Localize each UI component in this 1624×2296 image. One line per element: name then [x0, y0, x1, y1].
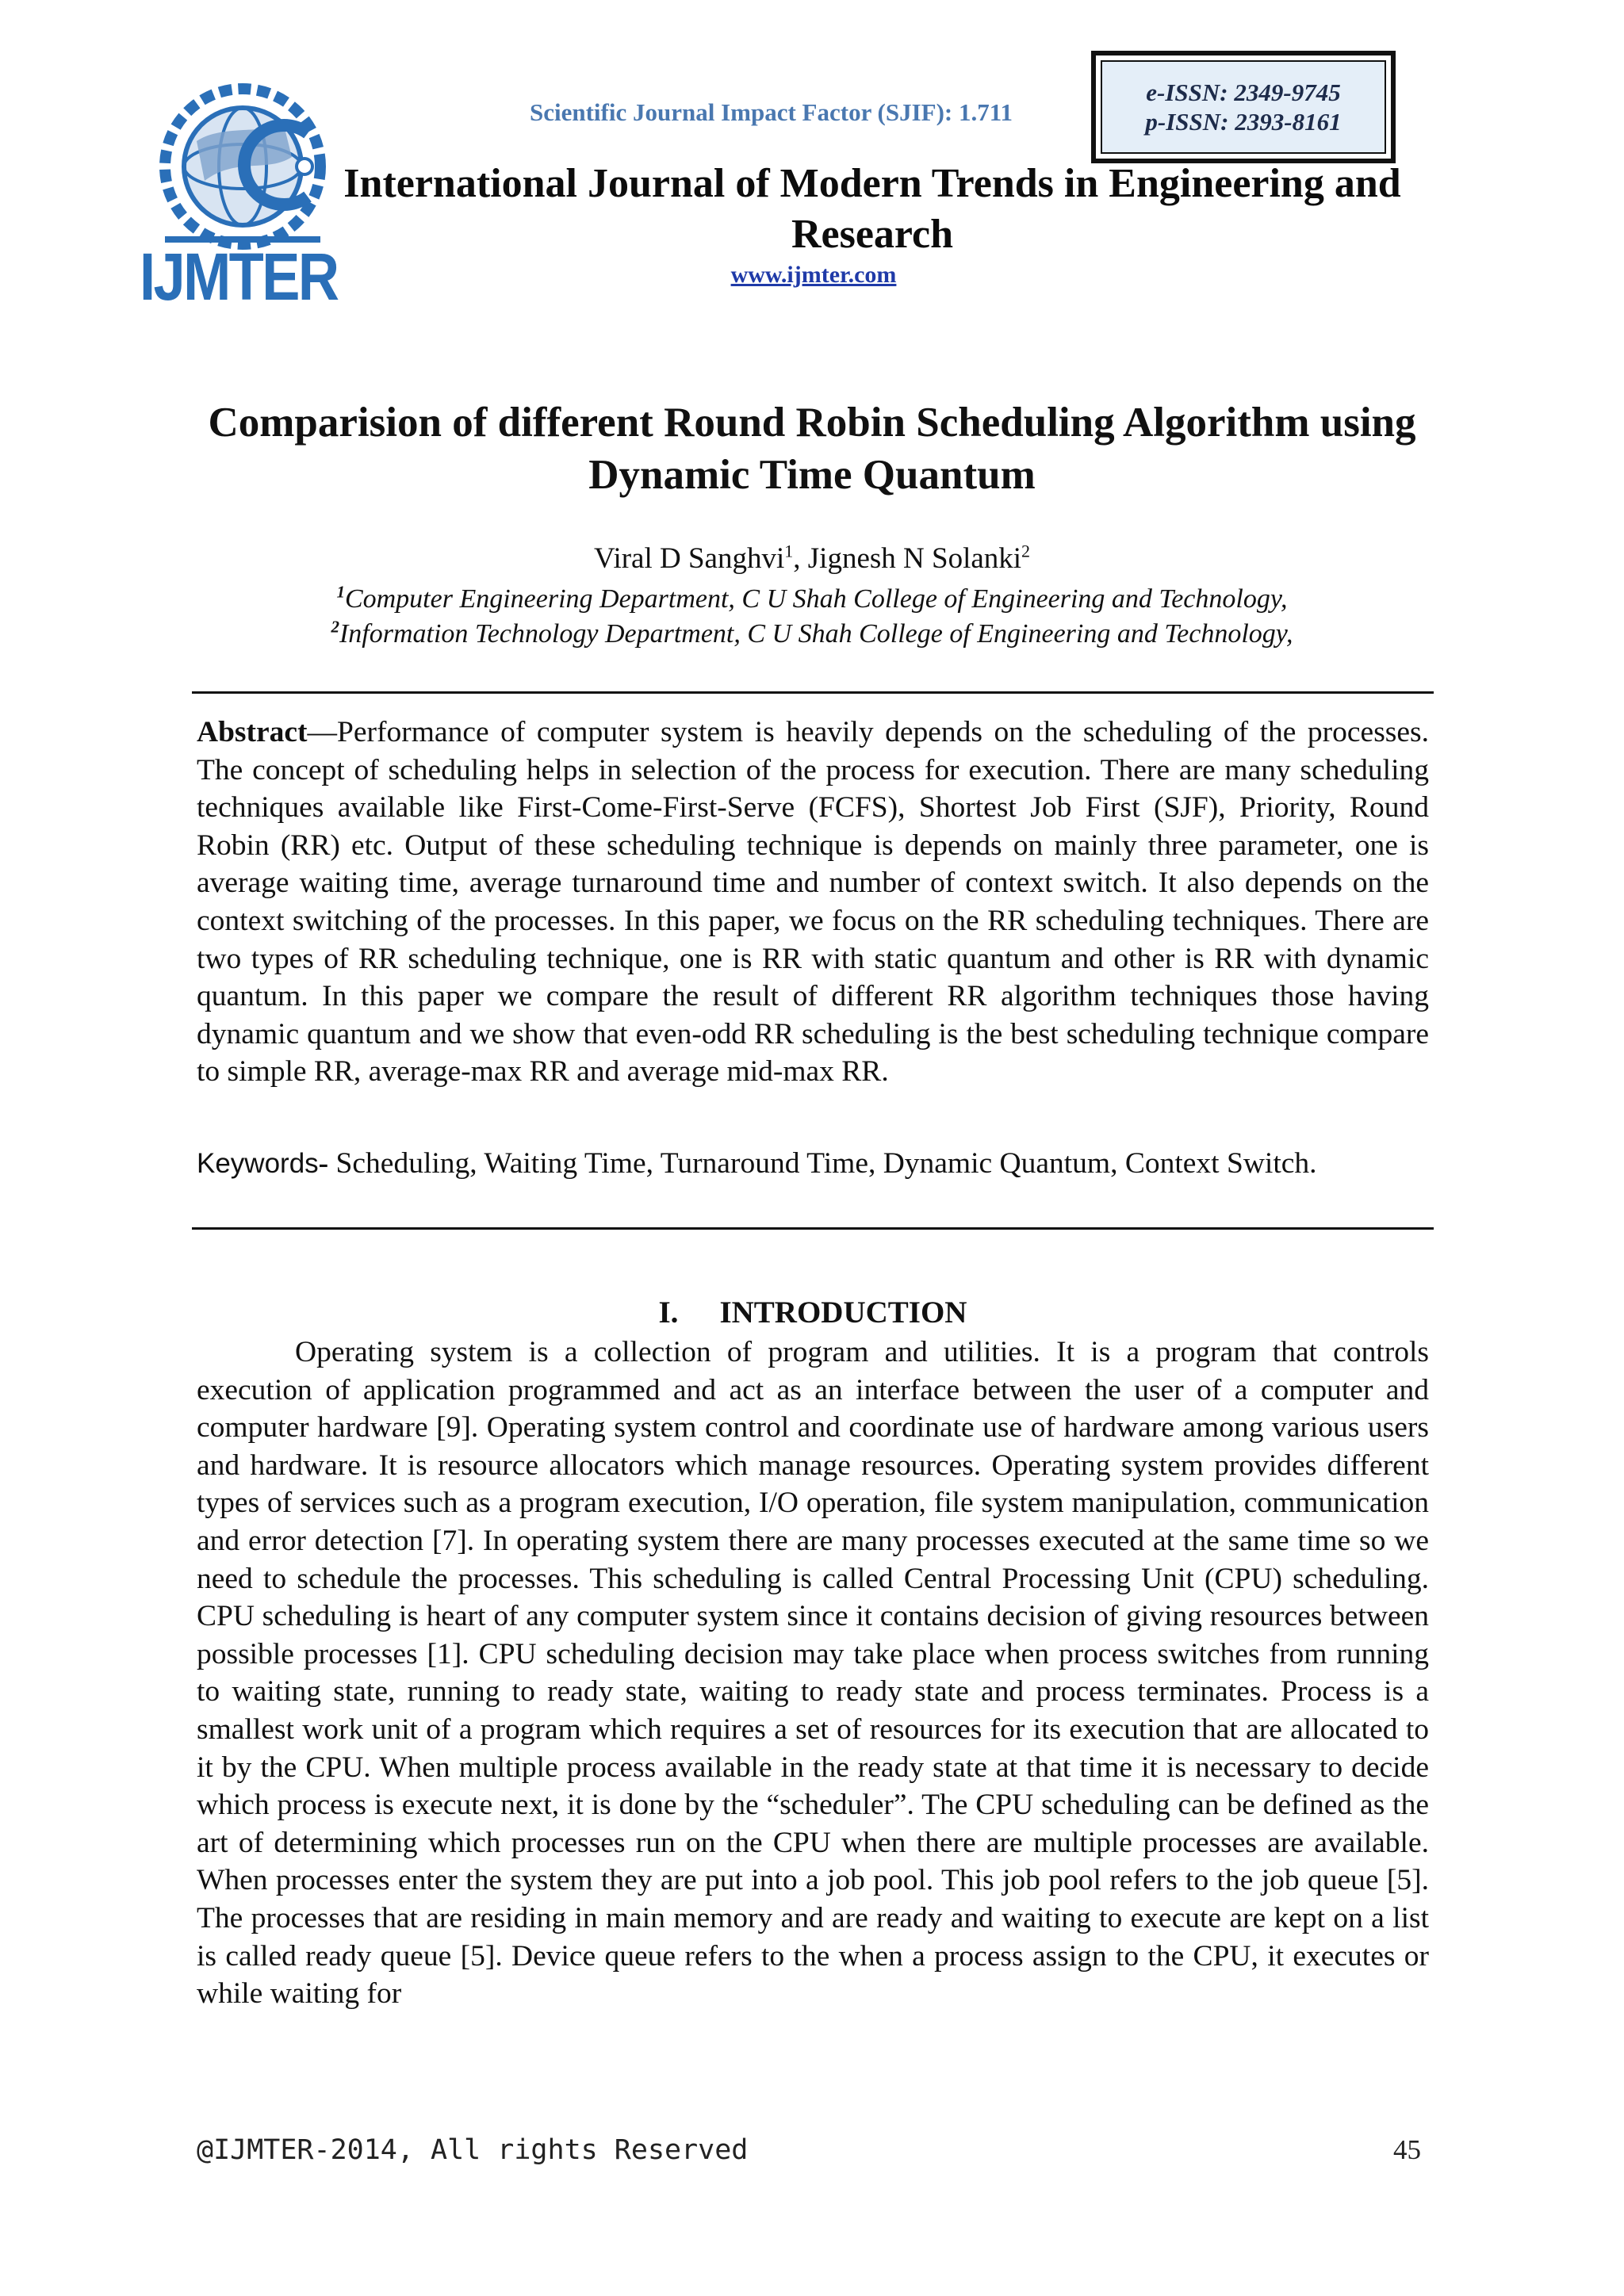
affiliation-2: [190, 617, 1434, 652]
footer-copyright: @IJMTER-2014, All rights Reserved: [197, 2134, 749, 2166]
author-line: [190, 541, 1434, 577]
abstract-text: —Performance of computer system is heavily depends on the scheduling of the processes. The concept of scheduling helps in selection of the process for execution. There are many scheduling techniques available like First-Come-First-Serve (FCFS), Shortest Job First (SJF), Priority, Round Robin (RR) etc. Output of these scheduling technique is depends on mainly three parameter, one is average waiting time, average turnaround time and number of context switch. It also depends on the context switching of the processes. In this paper, we focus on the RR scheduling techniques. There are two types of RR scheduling technique, one is RR with static quantum and other is RR with dynamic quantum. In this paper we compare the result of different RR algorithm techniques those having dynamic quantum and we show that even-odd RR scheduling is the best scheduling technique compare to simple RR, average-max RR and average mid-max RR.: [197, 716, 1429, 1089]
author-name: Viral D Sanghvi: [593, 542, 785, 575]
affiliation-1: [190, 582, 1434, 617]
author-superscript: 1: [784, 541, 794, 561]
author-separator: ,: [793, 542, 808, 575]
section-heading: [197, 1294, 1429, 1332]
p-issn-text: p-ISSN: 2393-8161: [1145, 108, 1342, 136]
keywords-dash: -: [318, 1147, 329, 1180]
affiliation-superscript: 1: [336, 582, 345, 602]
issn-box-inner: [1101, 60, 1386, 154]
affiliation-text: Computer Engineering Department, C U Shah College of Engineering and Technology,: [344, 584, 1288, 614]
e-issn-text: e-ISSN: 2349-9745: [1146, 78, 1341, 106]
affiliation-text: Information Technology Department, C U Shah College of Engineering and Technology,: [339, 619, 1293, 649]
author-name: Jignesh N Solanki: [807, 542, 1022, 575]
divider-rule: [192, 1227, 1434, 1230]
section-number: I.: [658, 1295, 679, 1330]
keywords-label: Keywords: [197, 1148, 319, 1179]
affiliation-superscript: 2: [331, 617, 339, 637]
section-title: INTRODUCTION: [719, 1295, 967, 1330]
abstract-label: Abstract: [197, 716, 308, 748]
paper-title: Comparision of different Round Robin Scheduling Algorithm using Dynamic Time Quantum: [208, 400, 1416, 498]
issn-box: [1091, 51, 1396, 163]
keywords-paragraph: [197, 1145, 1429, 1183]
journal-logo: [140, 78, 347, 314]
divider-rule: [192, 691, 1434, 694]
journal-url-link[interactable]: www.ijmter.com: [730, 262, 897, 288]
keywords-text: Scheduling, Waiting Time, Turnaround Time, Dynamic Quantum, Context Switch.: [328, 1147, 1317, 1180]
abstract-paragraph: [197, 714, 1429, 1091]
journal-title: International Journal of Modern Trends in Engineering and Research: [343, 161, 1401, 257]
logo-text: IJMTER: [140, 239, 338, 314]
author-superscript: 2: [1021, 541, 1031, 561]
introduction-paragraph: Operating system is a collection of program and utilities. It is a program that controls execution of application programmed and act as an interface between the user of a computer and computer hardware [9]. Operating system control and coordinate use of hardware among various users and hardware. It is resource allocators which manage resources. Operating system provides different types of services such as a program execution, I/O operation, file system manipulation, communication and error detection [7]. In operating system there are many processes executed at the same time so we need to schedule the processes. This scheduling is called Central Processing Unit (CPU) scheduling. CPU scheduling is heart of any computer system since it contains decision of giving resources between possible processes [1]. CPU scheduling decision may take place when process switches from running to waiting state, running to ready state, waiting to ready state and process terminates. Process is a smallest work unit of a program which requires a set of resources for its execution that are allocated to it by the CPU. When multiple process available in the ready state at that time it is necessary to decide which process is execute next, it is done by the “scheduler”. The CPU scheduling can be defined as the art of determining which processes run on the CPU when there are multiple processes are available. When processes enter the system they are put into a job pool. This job pool refers to the job queue [5]. The processes that are residing in main memory and are ready and waiting to execute are kept on a list is called ready queue [5]. Device queue refers to the when a process assign to the CPU, it executes or while waiting for: [197, 1336, 1429, 2011]
page-number: 45: [1393, 2134, 1421, 2165]
impact-factor-text: Scientific Journal Impact Factor (SJIF): 1.711: [530, 98, 1013, 126]
